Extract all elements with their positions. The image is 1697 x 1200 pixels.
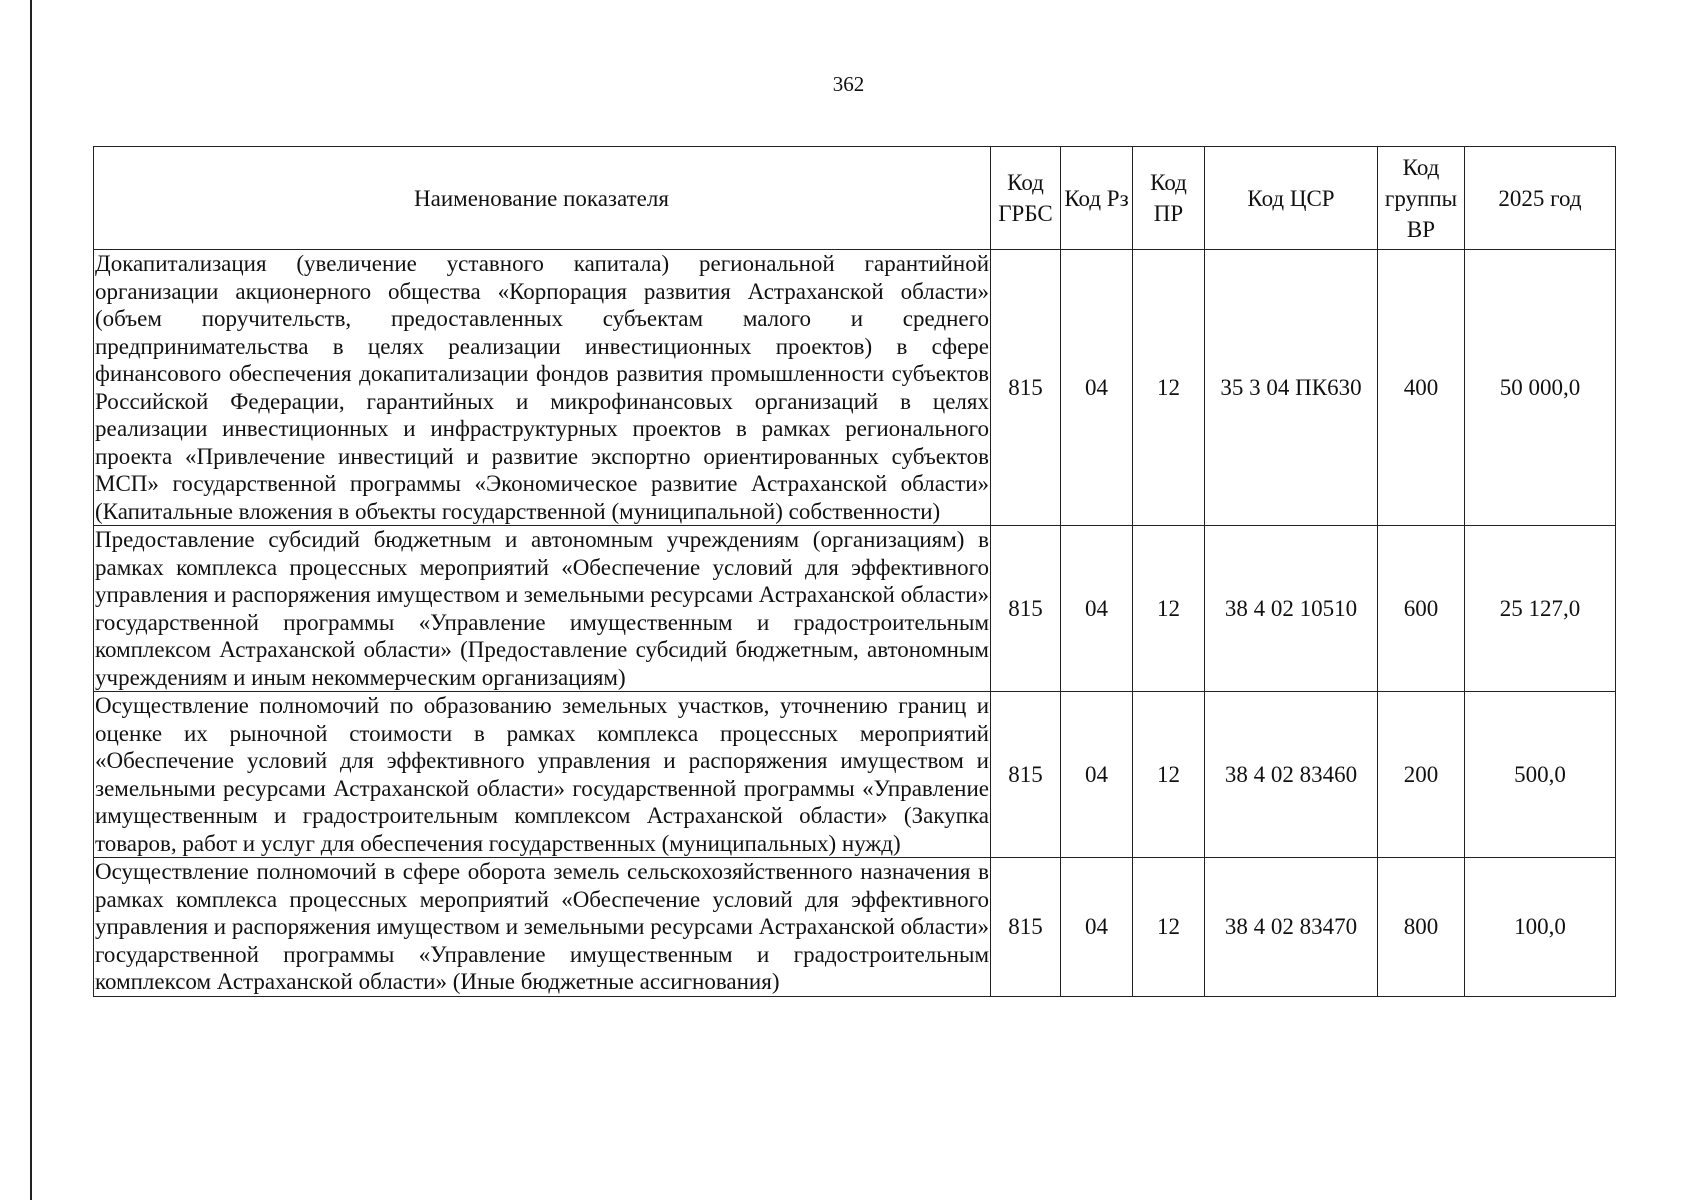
row-grbs: 815	[991, 250, 1061, 526]
page-number: 362	[832, 72, 865, 96]
header-row	[94, 147, 1616, 250]
row-vr: 600	[1378, 526, 1465, 692]
row-amount: 500,0	[1465, 692, 1616, 858]
row-pr: 12	[1133, 526, 1205, 692]
row-csr: 38 4 02 83470	[1205, 858, 1378, 997]
row-rz: 04	[1061, 858, 1133, 997]
row-csr: 38 4 02 10510	[1205, 526, 1378, 692]
row-name: Предоставление субсидий бюджетным и автономным учреждениям (организациям) в рамках комплекса процессных мероприятий «Обеспечение условий для эффективного управления и распоряжения имуществом и земельными ресурсами Астраханской области» государственной программы «Управление имущественным и градостроительным комплексом Астраханской области» (Предоставление субсидий бюджетным, автономным учреждениям и иным некоммерческим организациям)	[95, 527, 989, 690]
left-margin-rule	[30, 0, 32, 1200]
row-csr: 35 3 04 ПК630	[1205, 250, 1378, 526]
header-csr: Код ЦСР	[1205, 147, 1378, 250]
header-vr: Код группы ВР	[1378, 147, 1465, 250]
row-vr: 800	[1378, 858, 1465, 997]
header-grbs: Код ГРБС	[991, 147, 1061, 250]
header-rz: Код Рз	[1061, 147, 1133, 250]
table-body	[94, 250, 1616, 997]
row-grbs: 815	[991, 858, 1061, 997]
row-vr: 200	[1378, 692, 1465, 858]
row-amount: 25 127,0	[1465, 526, 1616, 692]
row-amount: 50 000,0	[1465, 250, 1616, 526]
header-name: Наименование показателя	[94, 147, 991, 250]
row-amount: 100,0	[1465, 858, 1616, 997]
table-header	[94, 147, 1616, 250]
table-row	[94, 692, 1616, 858]
header-year: 2025 год	[1465, 147, 1616, 250]
row-rz: 04	[1061, 250, 1133, 526]
row-pr: 12	[1133, 858, 1205, 997]
row-pr: 12	[1133, 692, 1205, 858]
row-name: Докапитализация (увеличение уставного капитала) региональной гарантийной организации акционерного общества «Корпорация развития Астраханской области» (объем поручительств, предоставленных субъектам малого и среднего предпринимательства в целях реализации инвестиционных проектов) в сфере финансового обеспечения докапитализации фондов развития промышленности субъектов Российской Федерации, гарантийных и микрофинансовых организаций в целях реализации инвестиционных и инфраструктурных проектов в рамках регионального проекта «Привлечение инвестиций и развитие экспортно ориентированных субъектов МСП» государственной программы «Экономическое развитие Астраханской области» (Капитальные вложения в объекты государственной (муниципальной) собственности)	[95, 251, 989, 524]
row-name: Осуществление полномочий по образованию земельных участков, уточнению границ и оценке их рыночной стоимости в рамках комплекса процессных мероприятий «Обеспечение условий для эффективного управления и распоряжения имуществом и земельными ресурсами Астраханской области» государственной программы «Управление имущественным и градостроительным комплексом Астраханской области» (Закупка товаров, работ и услуг для обеспечения государственных (муниципальных) нужд)	[95, 693, 989, 856]
row-csr: 38 4 02 83460	[1205, 692, 1378, 858]
header-pr: Код ПР	[1133, 147, 1205, 250]
table-row	[94, 250, 1616, 526]
row-name: Осуществление полномочий в сфере оборота земель сельскохозяйственного назначения в рамках комплекса процессных мероприятий «Обеспечение условий для эффективного управления и распоряжения имуществом и земельными ресурсами Астраханской области» государственной программы «Управление имущественным и градостроительным комплексом Астраханской области» (Иные бюджетные ассигнования)	[95, 859, 989, 994]
row-vr: 400	[1378, 250, 1465, 526]
row-rz: 04	[1061, 692, 1133, 858]
budget-table	[93, 146, 1616, 997]
table-row	[94, 858, 1616, 997]
row-grbs: 815	[991, 526, 1061, 692]
table-row	[94, 526, 1616, 692]
row-rz: 04	[1061, 526, 1133, 692]
row-pr: 12	[1133, 250, 1205, 526]
row-grbs: 815	[991, 692, 1061, 858]
